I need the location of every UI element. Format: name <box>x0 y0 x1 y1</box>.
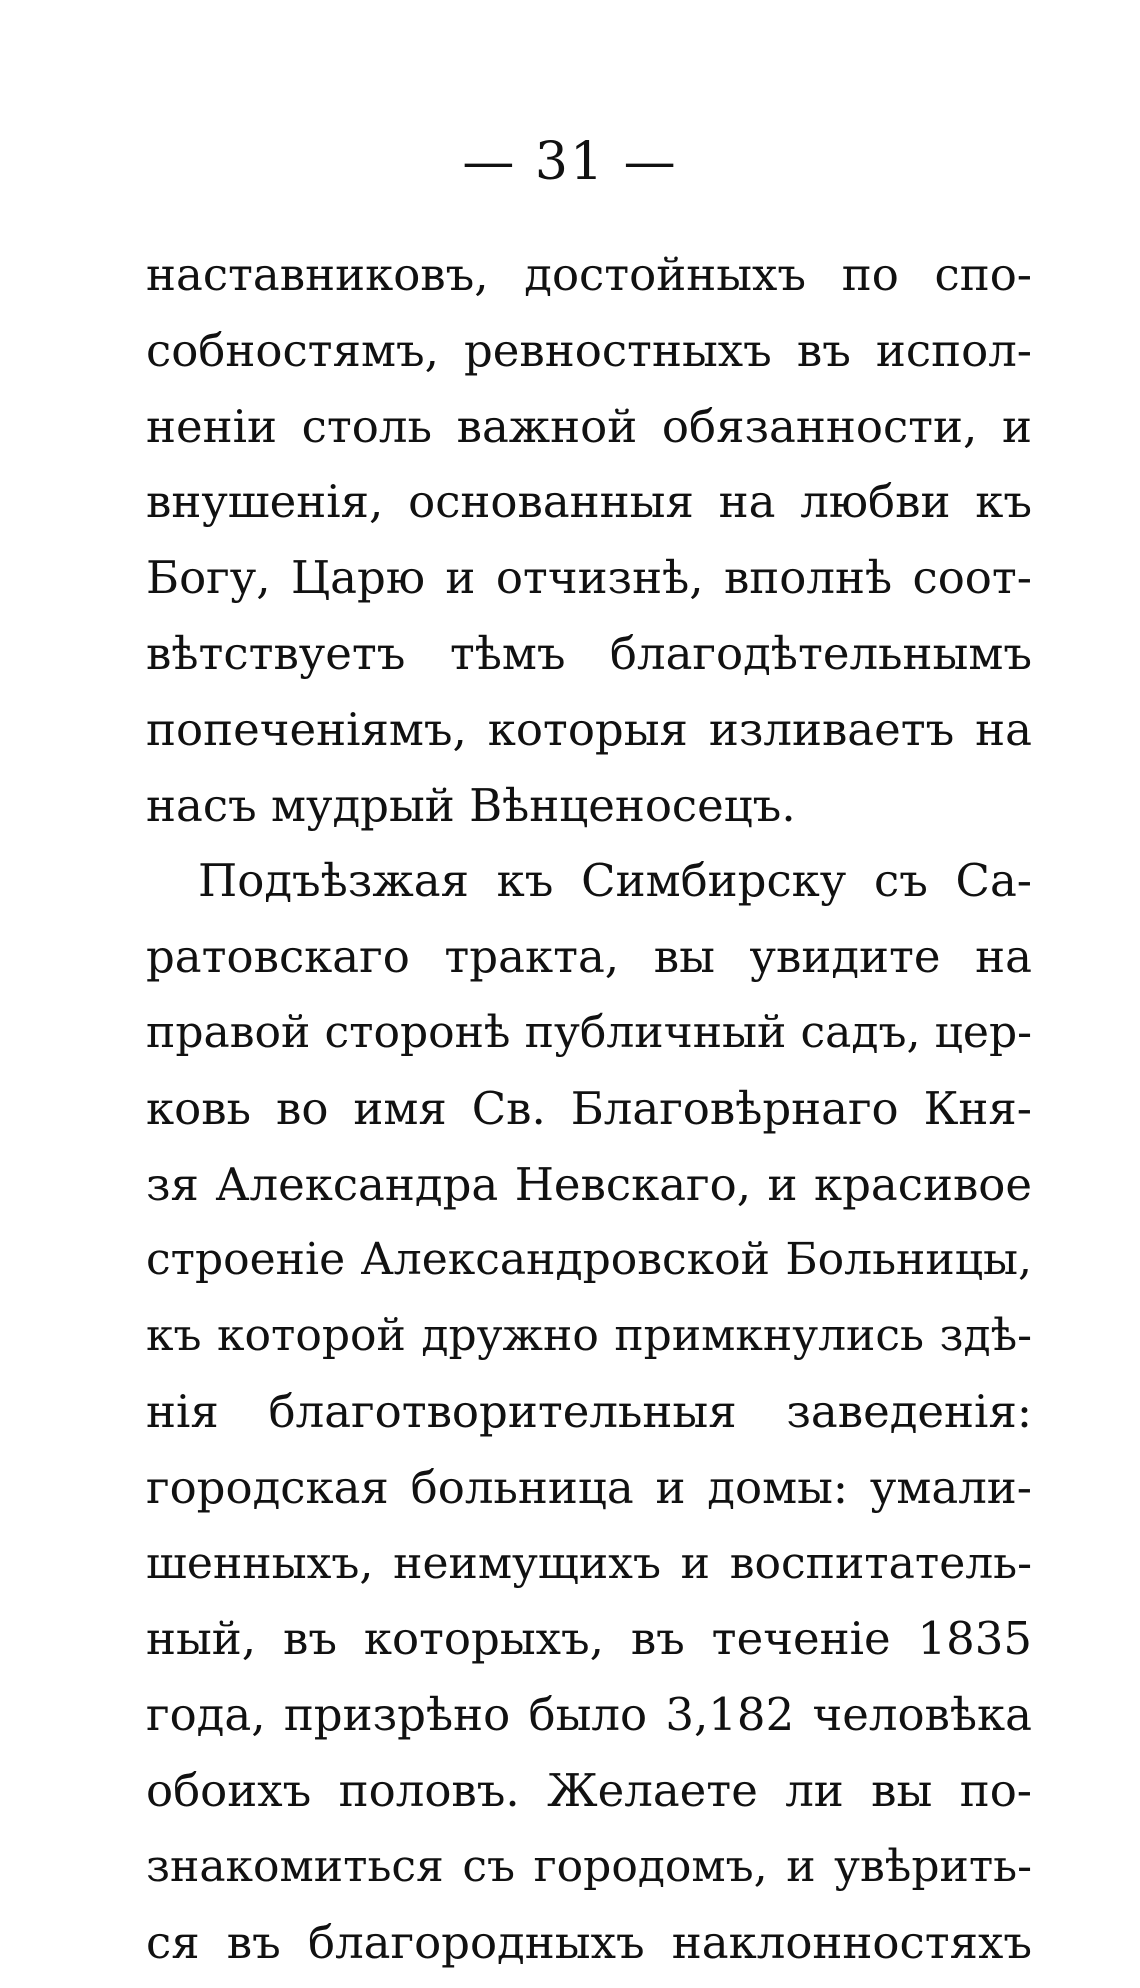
text-line: правой сторонѣ публичный садъ, цер- <box>146 1006 1032 1058</box>
text-line: зя Александра Невскаго, и красивое <box>146 1157 1032 1211</box>
page-number: — 31 — <box>462 132 678 192</box>
text-line: ратовскаго тракта, вы увидите на <box>146 930 1032 984</box>
text-line: строеніе Александровской Больницы, <box>146 1234 1032 1286</box>
text-line: внушенія, основанныя на любви къ <box>146 475 1032 529</box>
text-line: попеченіямъ, которыя изливаетъ на <box>146 702 1032 756</box>
text-line: неніи столь важной обязанности, и <box>146 399 1032 453</box>
text-line: насъ мудрый Вѣнценосецъ. <box>146 778 796 832</box>
text-line: вѣтствуетъ тѣмъ благодѣтельнымъ <box>146 626 1032 680</box>
text-line: наставниковъ, достойныхъ по спо- <box>146 248 1032 301</box>
body-text <box>146 245 1032 1988</box>
text-line: ся въ благородныхъ наклонностяхъ <box>146 1915 1032 1969</box>
text-line: Богу, Царю и отчизнѣ, вполнѣ соот- <box>146 551 1032 605</box>
paragraph-1 <box>146 245 1032 851</box>
text-line: нія благотворительныя заведенія: <box>146 1384 1032 1438</box>
text-line: ковь во имя Св. Благовѣрнаго Кня- <box>146 1081 1032 1135</box>
text-line: шенныхъ, неимущихъ и воспитатель- <box>146 1537 1032 1589</box>
text-line: ный, въ которыхъ, въ теченіе 1835 <box>146 1612 1032 1666</box>
text-line: года, призрѣно было 3,182 человѣка <box>146 1688 1032 1742</box>
paragraph-2 <box>146 851 1032 1988</box>
text-line: собностямъ, ревностныхъ въ испол- <box>146 323 1032 377</box>
text-line: къ которой дружно примкнулись здѣ- <box>146 1310 1032 1362</box>
text-line: знакомиться съ городомъ, и увѣрить- <box>146 1840 1032 1892</box>
text-line: Подъѣзжая къ Симбирску съ Са- <box>198 854 1032 908</box>
text-line: городская больница и домы: умали- <box>146 1460 1032 1514</box>
text-line: обоихъ половъ. Желаете ли вы по- <box>146 1763 1032 1817</box>
